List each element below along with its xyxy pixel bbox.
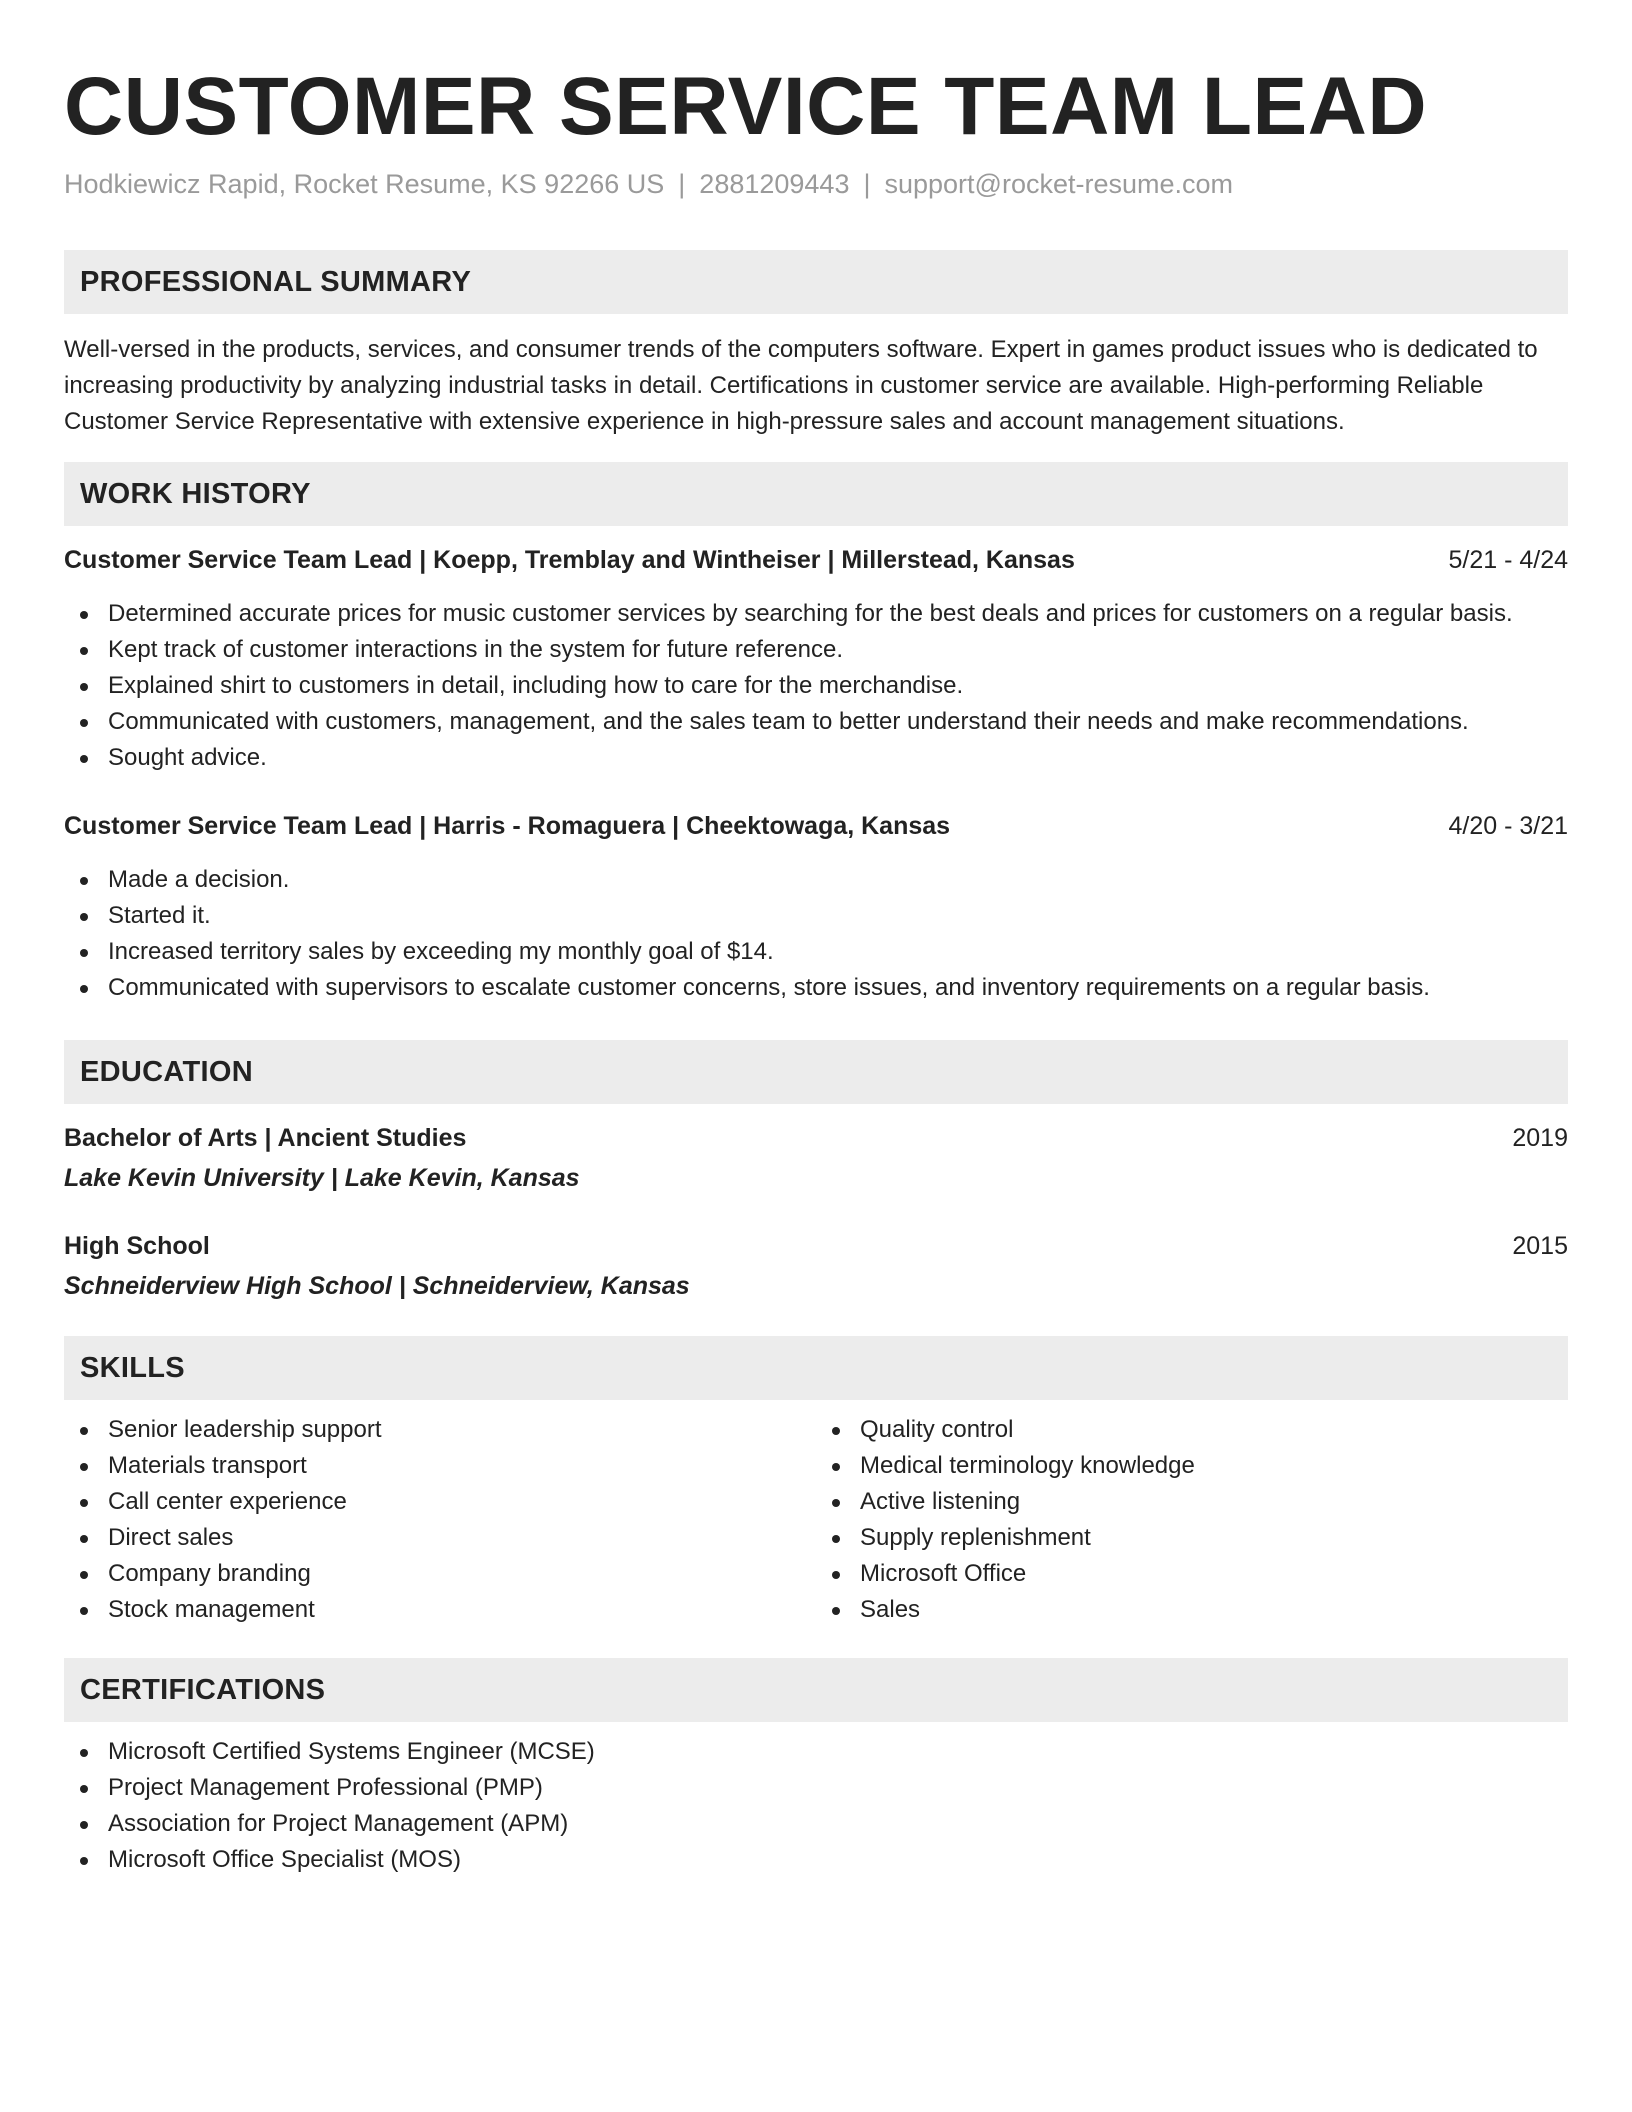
summary-section-header: PROFESSIONAL SUMMARY <box>64 250 1568 314</box>
skills-section-header: SKILLS <box>64 1336 1568 1400</box>
skills-column-left <box>64 1412 816 1628</box>
certification-item: Project Management Professional (PMP) <box>64 1770 1568 1806</box>
education-entry <box>64 1120 1568 1196</box>
education-year: 2019 <box>1512 1124 1568 1153</box>
list-item: Sought advice. <box>64 740 1568 776</box>
skill-item: Supply replenishment <box>816 1520 1568 1556</box>
job-entry <box>64 542 1568 776</box>
certifications-section-header: CERTIFICATIONS <box>64 1658 1568 1722</box>
contact-email: support@rocket-resume.com <box>884 169 1234 199</box>
skill-item: Senior leadership support <box>64 1412 816 1448</box>
education-year: 2015 <box>1512 1232 1568 1261</box>
skills-grid <box>64 1412 1568 1628</box>
list-item: Determined accurate prices for music customer services by searching for the best deals and prices for customers on a regular basis. <box>64 596 1568 632</box>
contact-phone: 2881209443 <box>699 169 850 199</box>
skill-item: Company branding <box>64 1556 816 1592</box>
job-heading-row <box>64 542 1568 578</box>
job-title: Customer Service Team Lead | Koepp, Tremblay and Wintheiser | Millerstead, Kansas <box>64 546 1075 575</box>
list-item: Communicated with supervisors to escalate customer concerns, store issues, and inventory requirements on a regular basis. <box>64 970 1568 1006</box>
list-item: Made a decision. <box>64 862 1568 898</box>
job-dates: 5/21 - 4/24 <box>1448 546 1568 575</box>
skill-item: Sales <box>816 1592 1568 1628</box>
skill-item: Active listening <box>816 1484 1568 1520</box>
education-school: Schneiderview High School | Schneiderview, Kansas <box>64 1272 690 1301</box>
education-entry <box>64 1228 1568 1304</box>
list-item: Communicated with customers, management, and the sales team to better understand their needs and make recommendations. <box>64 704 1568 740</box>
education-degree: High School <box>64 1232 210 1261</box>
job-heading-row <box>64 808 1568 844</box>
skill-item: Quality control <box>816 1412 1568 1448</box>
work-history-section-header: WORK HISTORY <box>64 462 1568 526</box>
list-item: Started it. <box>64 898 1568 934</box>
education-school: Lake Kevin University | Lake Kevin, Kansas <box>64 1164 580 1193</box>
education-section-header: EDUCATION <box>64 1040 1568 1104</box>
contact-separator: | <box>863 169 871 199</box>
list-item: Increased territory sales by exceeding my monthly goal of $14. <box>64 934 1568 970</box>
skill-item: Direct sales <box>64 1520 816 1556</box>
contact-separator: | <box>678 169 686 199</box>
list-item: Explained shirt to customers in detail, including how to care for the merchandise. <box>64 668 1568 704</box>
certification-item: Microsoft Certified Systems Engineer (MCSE) <box>64 1734 1568 1770</box>
skill-item: Call center experience <box>64 1484 816 1520</box>
education-heading-row <box>64 1228 1568 1264</box>
contact-address: Hodkiewicz Rapid, Rocket Resume, KS 92266 US <box>64 169 665 199</box>
job-title: Customer Service Team Lead | Harris - Romaguera | Cheektowaga, Kansas <box>64 812 951 841</box>
summary-text: Well-versed in the products, services, and consumer trends of the computers software. Expert in games product issues who is dedicated to increasing productivity by analyzing industrial tasks in detail. Certifications in customer service are available. High-performing Reliable Customer Service Representative with extensive experience in high-pressure sales and account management situations. <box>64 336 1538 436</box>
certification-item: Association for Project Management (APM) <box>64 1806 1568 1842</box>
skill-item: Materials transport <box>64 1448 816 1484</box>
certifications-list <box>64 1734 1568 1878</box>
list-item: Kept track of customer interactions in the system for future reference. <box>64 632 1568 668</box>
education-degree: Bachelor of Arts | Ancient Studies <box>64 1124 467 1153</box>
job-bullet-list <box>64 862 1568 1006</box>
certification-item: Microsoft Office Specialist (MOS) <box>64 1842 1568 1878</box>
resume-name: CUSTOMER SERVICE TEAM LEAD <box>64 61 1428 152</box>
skill-item: Medical terminology knowledge <box>816 1448 1568 1484</box>
skill-item: Stock management <box>64 1592 816 1628</box>
job-entry <box>64 808 1568 1006</box>
skills-column-right <box>816 1412 1568 1628</box>
education-heading-row <box>64 1120 1568 1156</box>
job-dates: 4/20 - 3/21 <box>1448 812 1568 841</box>
job-bullet-list <box>64 596 1568 776</box>
contact-line <box>64 168 1568 200</box>
skill-item: Microsoft Office <box>816 1556 1568 1592</box>
